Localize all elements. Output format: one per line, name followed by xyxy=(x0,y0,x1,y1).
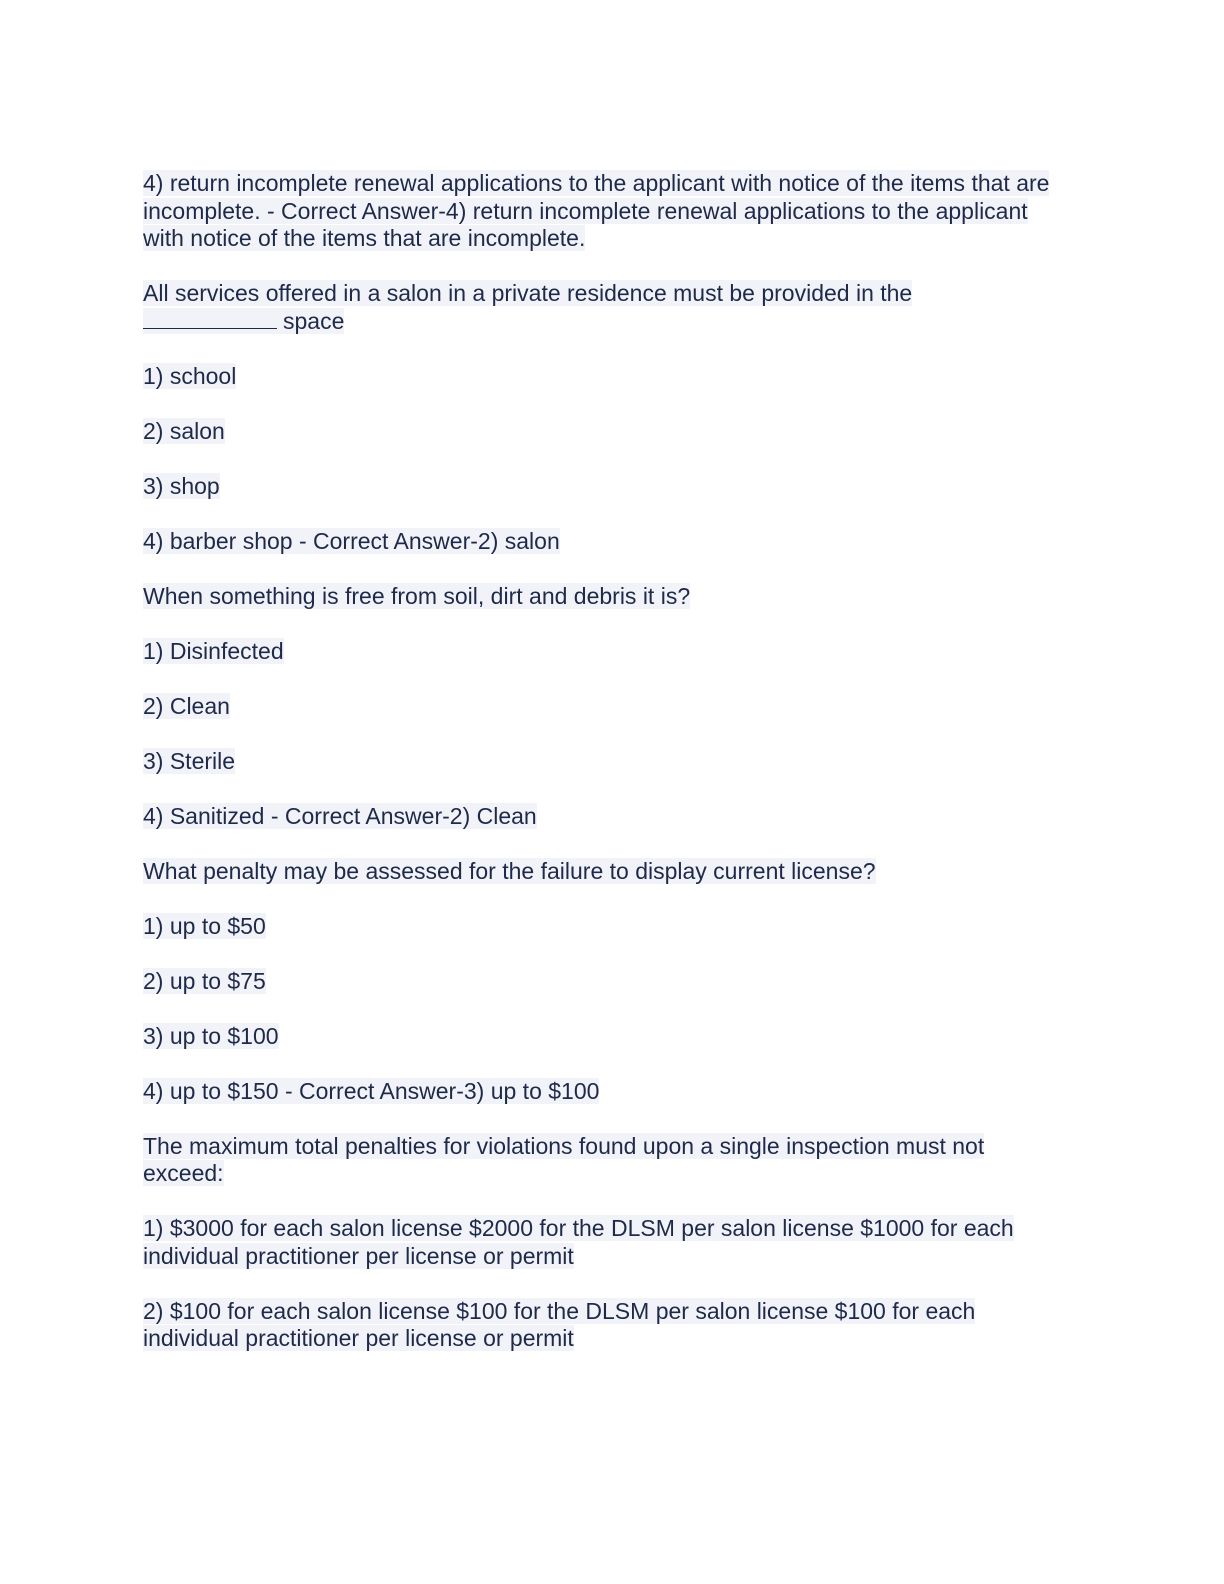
option-text: 2) salon xyxy=(143,417,225,444)
option-text: 4) up to $150 - Correct Answer-3) up to $100 xyxy=(143,1077,600,1104)
option-with-answer xyxy=(143,528,1053,556)
option-text: 3) up to $100 xyxy=(143,1022,279,1049)
option xyxy=(143,638,1053,666)
option-text: 1) school xyxy=(143,362,237,389)
document-page xyxy=(143,170,1053,1380)
question xyxy=(143,583,1053,611)
option-text: 3) Sterile xyxy=(143,747,236,774)
option-with-answer xyxy=(143,1078,1053,1106)
option-with-answer xyxy=(143,803,1053,831)
answer-paragraph xyxy=(143,170,1053,253)
question-text: When something is free from soil, dirt and debris it is? xyxy=(143,582,691,609)
option-text: 2) $100 for each salon license $100 for the DLSM per salon license $100 for each individual practitioner per license or permit xyxy=(143,1297,976,1351)
option-text: 1) $3000 for each salon license $2000 for the DLSM per salon license $1000 for each individual practitioner per license or permit xyxy=(143,1215,1014,1269)
question xyxy=(143,1133,1053,1188)
option xyxy=(143,968,1053,996)
option xyxy=(143,418,1053,446)
option xyxy=(143,748,1053,776)
question-blank-line xyxy=(143,308,344,334)
question-salon-space xyxy=(143,280,1053,335)
option xyxy=(143,1215,1053,1270)
option-text: 1) up to $50 xyxy=(143,912,266,939)
option xyxy=(143,1023,1053,1051)
question-text: What penalty may be assessed for the failure to display current license? xyxy=(143,857,876,884)
question-text: All services offered in a salon in a private residence must be provided in the xyxy=(143,280,913,306)
question-text-tail: space xyxy=(283,307,345,334)
option-text: 4) Sanitized - Correct Answer-2) Clean xyxy=(143,802,537,829)
option-text: 4) barber shop - Correct Answer-2) salon xyxy=(143,527,560,554)
option-text: 1) Disinfected xyxy=(143,637,284,664)
option-text: 2) Clean xyxy=(143,692,230,719)
option-text: 3) shop xyxy=(143,472,220,499)
option xyxy=(143,693,1053,721)
option xyxy=(143,913,1053,941)
option-text: 2) up to $75 xyxy=(143,967,266,994)
option xyxy=(143,363,1053,391)
fill-in-blank xyxy=(143,308,277,329)
question xyxy=(143,858,1053,886)
answer-text: 4) return incomplete renewal applications to the applicant with notice of the items that are incomplete. - Correct Answer-4) return incomplete renewal applications to the applicant with notice of the items that are incomplete. xyxy=(143,170,1050,251)
option xyxy=(143,1298,1053,1353)
question-text: The maximum total penalties for violations found upon a single inspection must not exceed: xyxy=(143,1132,985,1186)
option xyxy=(143,473,1053,501)
